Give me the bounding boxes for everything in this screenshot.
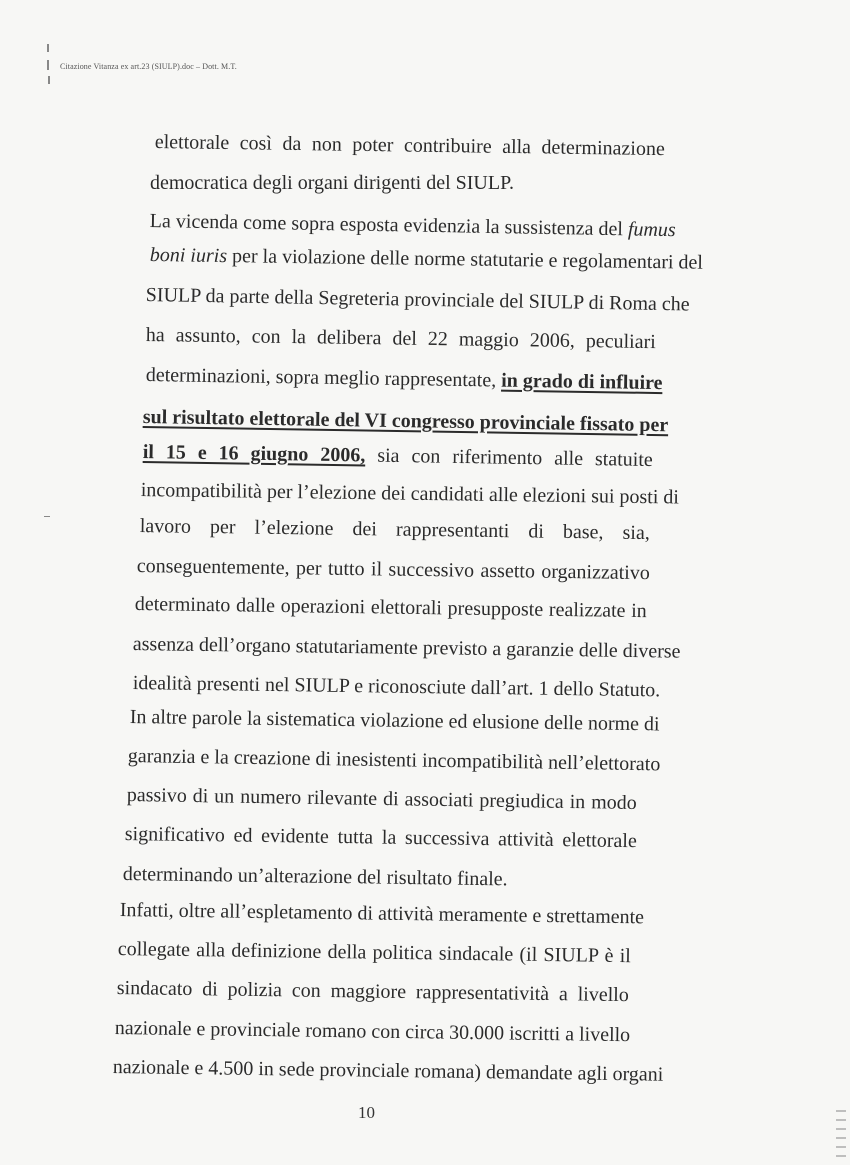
text-line [135,592,647,623]
text-segment: SIULP da parte della Segreteria provinciale del SIULP di Roma che [145,283,690,316]
text-line [112,1055,664,1086]
text-segment: per la violazione delle norme statutarie e regolamentari del [226,245,704,274]
text-line [150,171,514,195]
scan-mark [44,516,50,517]
text-segment: In altre parole la sistematica violazione ed elusione delle norme di [129,705,660,736]
text-segment: democratica degli organi dirigenti del SIULP. [150,172,514,194]
text-line [143,440,653,472]
scan-mark [47,60,49,70]
text-line [118,937,631,968]
text-line [129,705,660,736]
text-segment: sindacato di polizia con maggiore rappresentatività a livello [116,976,629,1007]
text-line [155,130,665,161]
page-number: 10 [358,1103,375,1122]
text-segment: significativo ed evidente tutta la successiva attività elettorale [124,822,637,853]
text-line [145,363,663,395]
text-line [127,744,661,776]
text-segment: nazionale e provinciale romano con circa 30.000 iscritti a livello [114,1016,631,1047]
text-line [125,822,637,853]
text-segment: lavoro per l’elezione dei rappresentanti di base, sia, [139,514,650,545]
text-segment: incompatibilità per l’elezione dei candidati alle elezioni sui posti di [140,478,680,509]
text-line [115,1016,630,1047]
text-segment: assenza dell’organo statutariamente previsto a garanzie delle diverse [132,632,681,663]
text-segment: ha assunto, con la delibera del 22 maggio 2006, peculiari [145,323,656,354]
text-line [140,514,650,545]
text-segment: nazionale e 4.500 in sede provinciale romana) demandate agli organi [112,1055,664,1086]
text-line [122,862,508,891]
text-line [149,243,704,274]
text-segment: La vicenda come sopra esposta evidenzia la sussistenza del [149,209,629,241]
text-segment: garanzia e la creazione di inesistenti incompatibilità nell’elettorato [127,744,661,776]
text-segment: idealità presenti nel SIULP e riconosciute dall’art. 1 dello Statuto. [132,671,661,702]
text-segment: sul risultato elettorale del VI congresso provinciale fissato per [142,405,669,437]
scan-edge [836,1110,846,1160]
text-line [127,783,637,815]
text-segment: fumus [627,218,676,242]
text-line [150,209,676,242]
text-line [146,323,656,354]
text-segment: elettorale così da non poter contribuire alla determinazione [154,130,665,161]
text-segment: il 15 e 16 giugno 2006, [142,440,366,467]
document-header: Citazione Vitanza ex art.23 (SIULP).doc – Dott. M.T. [60,62,237,71]
text-segment: passivo di un numero rilevante di associati pregiudica in modo [126,783,637,815]
text-segment: determinando un’alterazione del risultato finale. [122,862,508,891]
text-segment: collegate alla definizione della politica sindacale (il SIULP è il [117,937,631,968]
text-segment: in grado di influire [501,369,663,395]
text-line [119,898,645,929]
text-line [137,554,650,585]
text-line [142,405,669,437]
text-segment: Infatti, oltre all’espletamento di attività meramente e strettamente [119,898,645,929]
text-line [117,976,629,1007]
text-segment: sia con riferimento alle statuite [365,444,653,472]
text-line [132,671,661,702]
text-line [132,632,681,663]
text-segment: conseguentemente, per tutto il successivo assetto organizzativo [136,554,650,585]
text-segment: boni iuris [149,243,228,268]
text-segment: determinato dalle operazioni elettorali presupposte realizzate in [134,592,647,623]
scan-mark [47,44,49,52]
text-segment: determinazioni, sopra meglio rappresentate, [145,363,502,392]
text-line [145,283,690,316]
text-line [140,478,680,509]
scan-mark [48,76,50,84]
